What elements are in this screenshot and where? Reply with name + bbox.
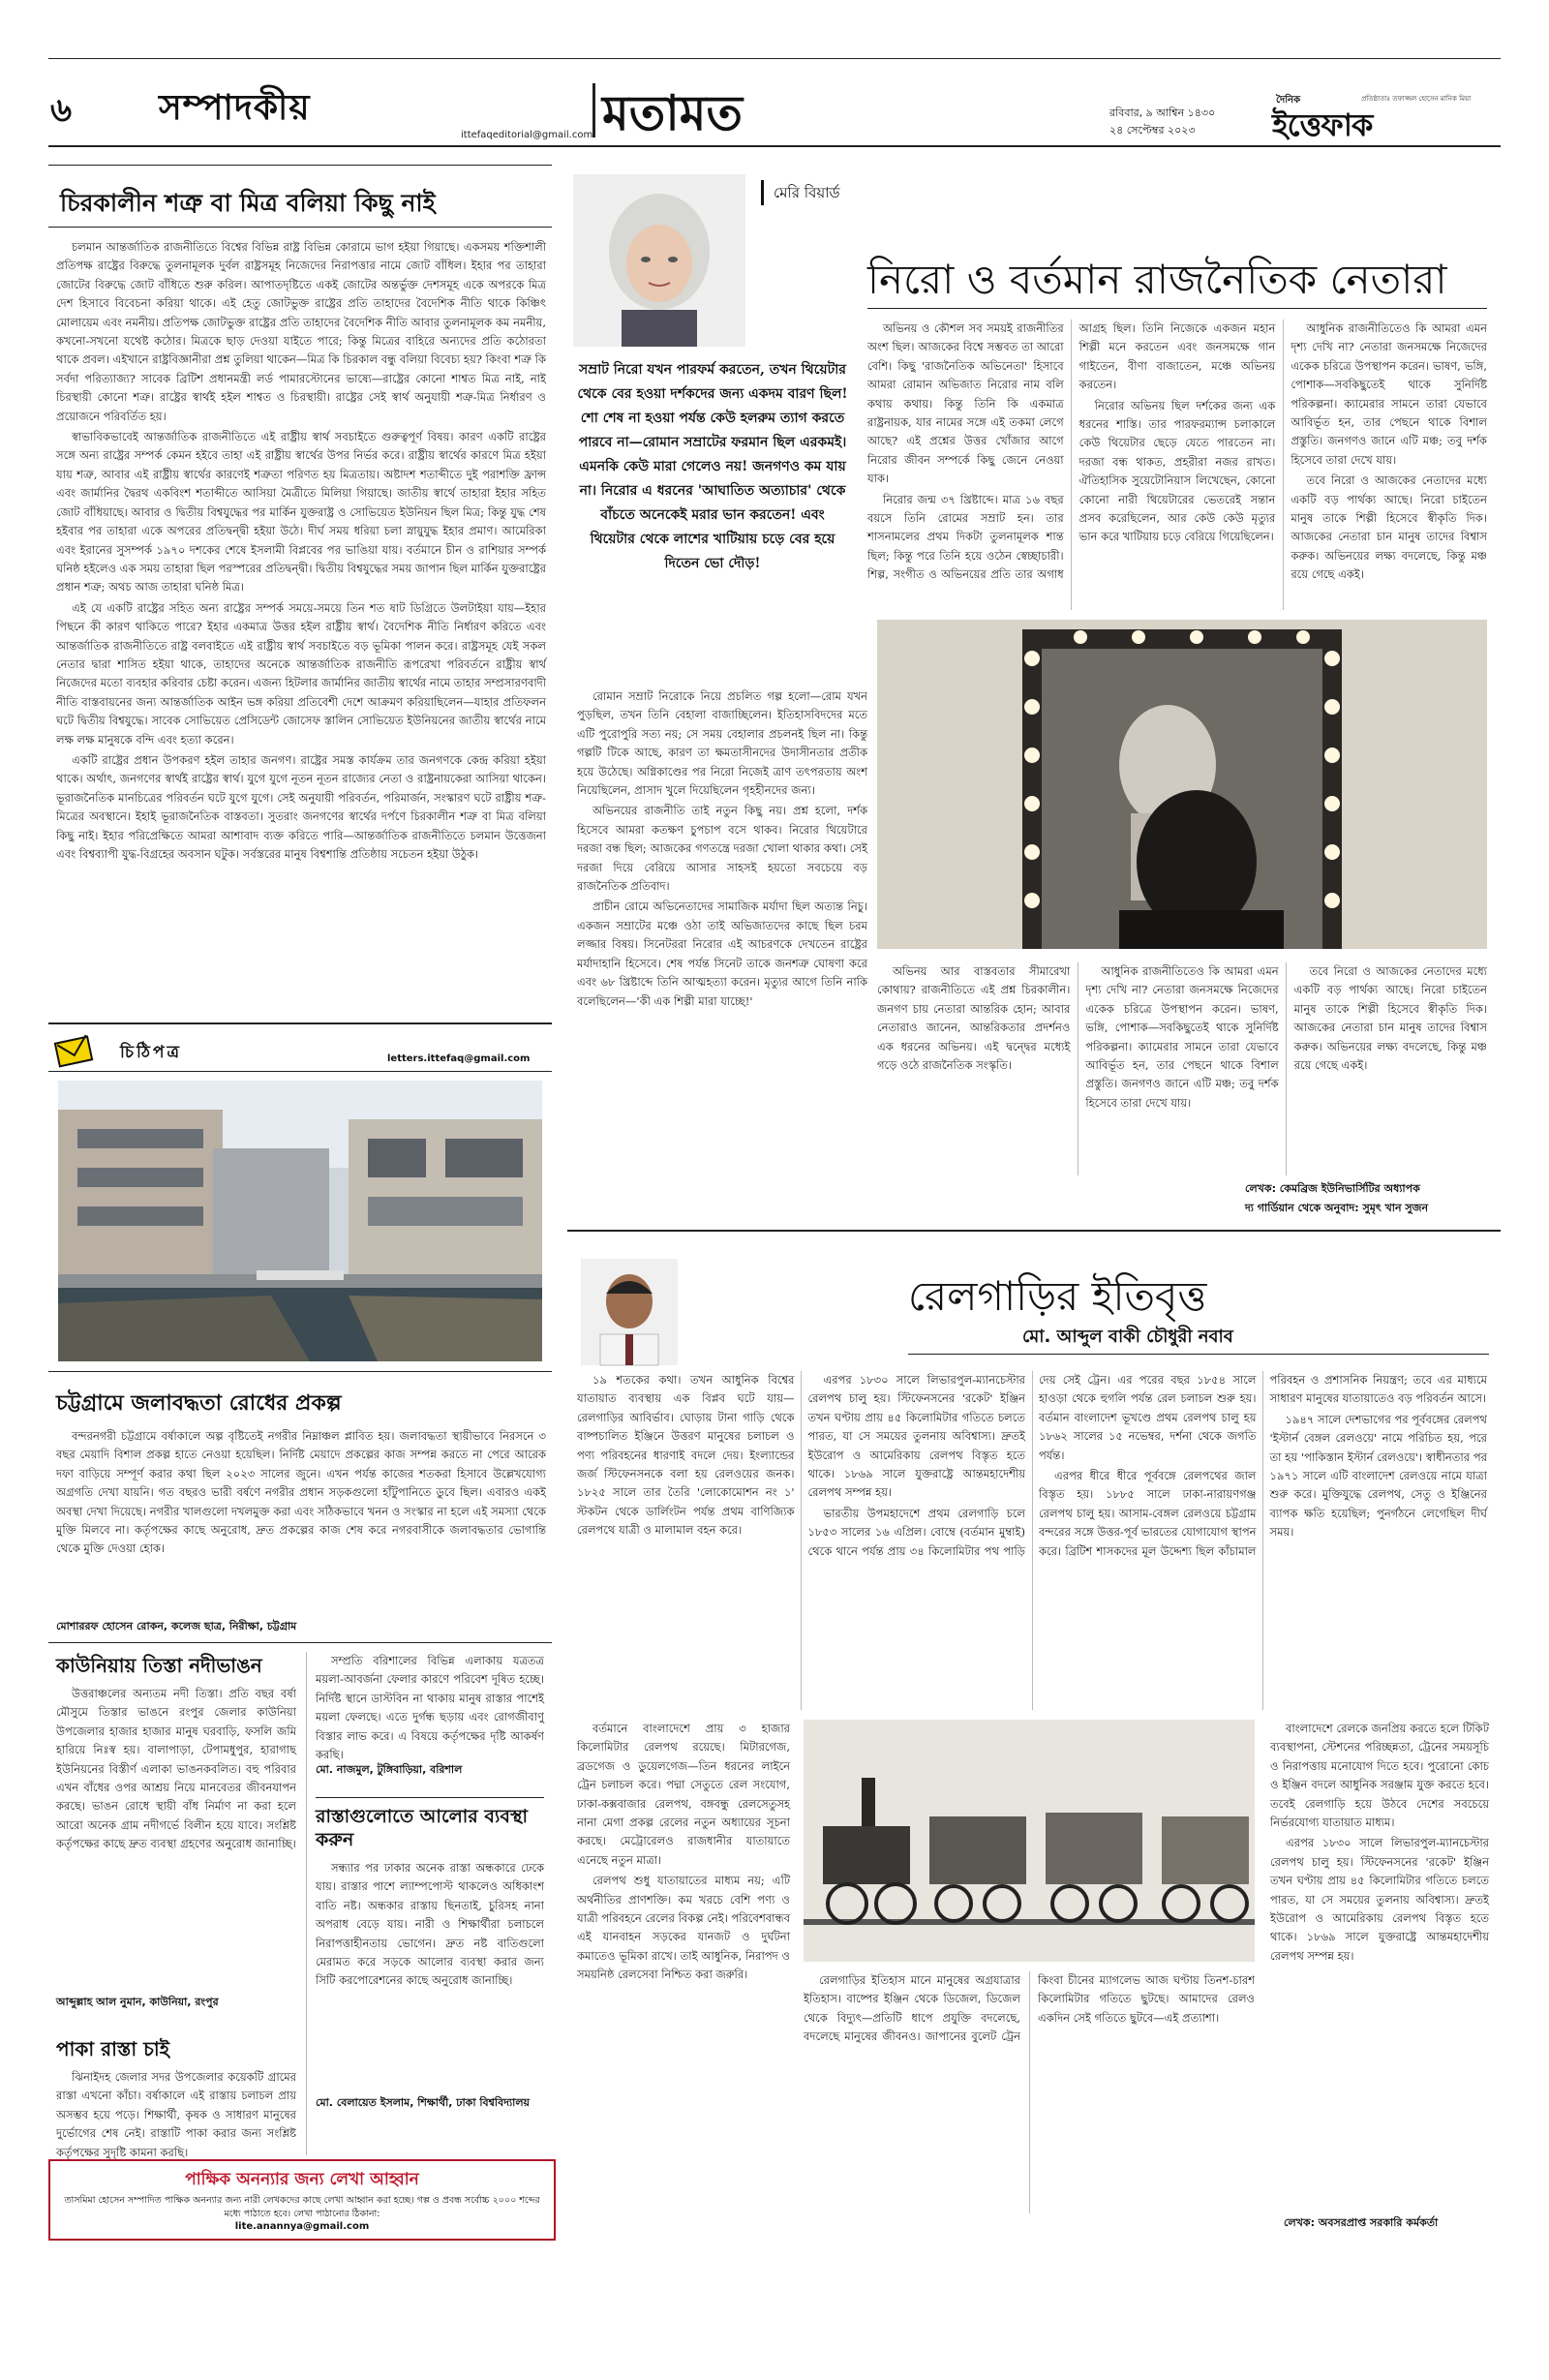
opinion-body-right: [1270, 1720, 1489, 2204]
body-paragraph: ১৯৪৭ সালে দেশভাগের পর পূর্ববঙ্গের রেলপথ 'ইস্টার্ন বেঙ্গল রেলওয়ে' নামে পরিচিত হয়, পরে তা হয় 'পাকিস্তান ইস্টার্ন রেলওয়ে'। স্বাধীনতার পর ১৯৭১ সালে এটি বাংলাদেশ রেলওয়ে নামে যাত্রা শুরু করে। মুক্তিযুদ্ধে রেলপথ, সেতু ও ইঞ্জিনের ব্যাপক ক্ষতি হয়েছিল; পুনর্গঠনে লেগেছিল দীর্ঘ সময়।: [1269, 1412, 1487, 1540]
opinion-headline: রেলগাড়ির ইতিবৃত্ত: [908, 1272, 1207, 1320]
letters-email[interactable]: letters.ittefaq@gmail.com: [387, 1053, 531, 1064]
body-paragraph: তবে নিরো ও আজকের নেতাদের মধ্যে একটি বড় পার্থক্য আছে। নিরো চাইতেন মানুষ তাকে শিল্পী হিসেবে স্বীকৃতি দিক। আজকের নেতারা চান মানুষ তাদের বিশ্বাস করুক। অভিনয়ের লক্ষ্য বদলেছে, কিন্তু মঞ্চ রয়ে গেছে একই।: [1293, 964, 1487, 1073]
masthead: [0, 0, 1549, 145]
body-paragraph: এরপর ধীরে ধীরে পূর্ববঙ্গে রেলপথের জাল বিস্তৃত হয়। ১৮৮৫ সালে ঢাকা-নারায়ণগঞ্জ রেলপথ চালু হয়। আসাম-বেঙ্গল রেলওয়ে চট্টগ্রাম বন্দরের সঙ্গে উত্তর-পূর্ব ভারতের যোগাযোগ স্থাপন করে। ব্রিটিশ শাসকদের মূল উদ্দেশ্য ছিল কাঁচামাল পরিবহন ও প্রশাসনিক নিয়ন্ত্রণ; তবে এর মাধ্যমে সাধারণ মানুষের যাতায়াতেও বড় পরিবর্তন আসে।: [1039, 1373, 1487, 1558]
body-paragraph: রোমান সম্রাট নিরোকে নিয়ে প্রচলিত গল্প হলো—রোম যখন পুড়ছিল, তখন তিনি বেহালা বাজাচ্ছিলেন। ইতিহাসবিদদের মতে এটি পুরোপুরি সত্য নয়; সে সময় বেহালার প্রচলনই ছিল না। কিন্তু গল্পটি টিকে আছে, কারণ তা ক্ষমতাসীনদের উদাসীনতার প্রতীক হয়ে উঠেছে। অগ্নিকাণ্ডের পর নিরো নিজেই ত্রাণ তৎপরতায় অংশ নিয়েছিলেন, প্রাসাদ খুলে দিয়েছিলেন গৃহহীনদের জন্য।: [577, 689, 867, 798]
letter-signature: মোশাররফ হোসেন রোকন, কলেজ ছাত্র, নিরীক্ষা, চট্টগ্রাম: [56, 1620, 297, 1632]
body-paragraph: নিরোর জন্ম ৩৭ খ্রিষ্টাব্দে। মাত্র ১৬ বছর বয়সে তিনি রোমের সম্রাট হন। তার শাসনামলের প্রথম দিকটা তুলনামূলক শান্ত ছিল; কিন্তু পরে তিনি হয়ে ওঠেন স্বেচ্ছাচারী। শিল্প, সংগীত ও অভিনয়ের প্রতি তার অগাধ আগ্রহ ছিল। তিনি নিজেকে একজন মহান শিল্পী মনে করতেন এবং জনসমক্ষে গান গাইতেন, বীণা বাজাতেন, মঞ্চে অভিনয় করতেন।: [867, 321, 1276, 582]
anannya-call-for-writing: [48, 2159, 556, 2241]
body-paragraph: রেলপথ শুধু যাতায়াতের মাধ্যম নয়; এটি অর্থনীতির প্রাণশক্তি। কম খরচে বেশি পণ্য ও যাত্রী পরিবহনে রেলের বিকল্প নেই। পরিবেশবান্ধব এই যানবাহন সড়কের যানজট ও দুর্ঘটনা কমাতেও ভূমিকা রাখে। তাই আধুনিক, নিরাপদ ও সময়নিষ্ঠ রেলসেবা নিশ্চিত করা জরুরি।: [577, 1874, 790, 1982]
logo-text: ইত্তেফাক: [1272, 107, 1373, 143]
author-photo-nobab: [581, 1259, 678, 1365]
opinion-article-nero: [567, 165, 1501, 1239]
opinion-body-top: [867, 320, 1487, 610]
editorial-paragraph: স্বাভাবিকভাবেই আন্তর্জাতিক রাজনীতিতে এই রাষ্ট্রীয় স্বার্থ সবচাইতে গুরুত্বপূর্ণ বিষয়। কারণ একটি রাষ্ট্রের সঙ্গে অন্য রাষ্ট্রের সম্পর্ক কেমন হইবে তাহা এই রাষ্ট্রীয় স্বার্থের উপর নির্ভর করে। রাষ্ট্রীয় স্বার্থের কারণে মিত্র হইয়া যায় শত্রু, আবার এই রাষ্ট্রীয় স্বার্থের কারণেই শত্রুতা পরিণত হয় মিত্রতায়। অষ্টাদশ শতাব্দীতে দুই পরাশক্তি ফ্রান্স এবং জার্মানির দ্বৈরথ একবিংশ শতাব্দীতে আসিয়া মৈত্রীতে মিলিয়া গিয়াছে। জাতীয় স্বার্থে তাহারা ইহার সহিত জোট বাঁধিয়াছে। আবার ও দ্বিতীয় বিশ্বযুদ্ধের পর মার্কিন যুক্তরাষ্ট্র ও সোভিয়েত ইউনিয়ন ছিল মিত্র; কিন্তু যুদ্ধ শেষ হইবার পর তাহারা একে অপরের প্রতিদ্বন্দ্বী হইয়া উঠে। দীর্ঘ সময় ধরিয়া চলা স্নায়ুযুদ্ধ ইহার প্রমাণ। আমেরিকা এবং ইরানের সুসম্পর্ক ১৯৭০ দশকের শেষে ইসলামী বিপ্লবের পর ভাঙিয়া যায়। বর্তমানে চীন ও রাশিয়ার সম্পর্ক ঘনিষ্ঠ হইলেও এক সময় তাহারা ছিল পরস্পরের প্রতিদ্বন্দ্বী। দ্বিতীয় বিশ্বযুদ্ধের সময় জাপান ছিল মার্কিন যুক্তরাষ্ট্রের প্রধান শত্রু; অথচ আজ তাহারা ঘনিষ্ঠ মিত্র।: [56, 430, 546, 595]
editorial-body: [56, 238, 546, 1009]
waterlogging-project-photo: [58, 1081, 542, 1361]
letter-signature: মো. নাজমুল, টুঙ্গিবাড়িয়া, বরিশাল: [316, 1763, 463, 1776]
opinion-body-left: [577, 687, 867, 1172]
letter-body: সন্ধ্যার পর ঢাকার অনেক রাস্তা অন্ধকারে ঢেকে যায়। রাস্তার পাশে ল্যাম্পপোস্ট থাকলেও অধিকাংশ বাতি নষ্ট। অন্ধকার রাস্তায় ছিনতাই, চুরিসহ নানা অপরাধ বেড়ে যায়। নারী ও শিক্ষার্থীরা চলাচলে নিরাপত্তাহীনতায় ভোগেন। দ্রুত নষ্ট বাতিগুলো মেরামত করে সড়কে আলোর ব্যবস্থা করার জন্য সিটি করপোরেশনের কাছে অনুরোধ জানাচ্ছি।: [316, 1861, 544, 1988]
author-name: মেরি বিয়ার্ড: [774, 184, 840, 201]
letters-title: চিঠিপত্র: [120, 1043, 183, 1062]
logo-small-text: দৈনিক: [1276, 95, 1301, 106]
pullquote: সম্রাট নিরো যখন পারফর্ম করতেন, তখন থিয়েটার থেকে বের হওয়া দর্শকদের জন্য একদম বারণ ছিল! শো শেষ না হওয়া পর্যন্ত কেউ হলরুম ত্যাগ করতে পারবে না—রোমান সম্রাটের ফরমান ছিল এরকমই। এমনকি কেউ মারা গেলেও নয়! জনগণও কম যায় না। নিরোর এ ধরনের 'আঘাতিত অত্যাচার' থেকে বাঁচতে অনেকেই মরার ভান করতেন! এবং থিয়েটার থেকে লাশের খাটিয়ায় চড়ে বের হয়ে দিতেন ভো দৌড়!: [577, 362, 848, 571]
logo-tagline: প্রতিষ্ঠাতাঃ তফাজ্জল হোসেন মানিক মিয়া: [1361, 95, 1472, 103]
opinion-article-railway: [567, 1245, 1501, 2239]
letter-body: উত্তরাঞ্চলের অন্যতম নদী তিস্তা। প্রতি বছর বর্ষা মৌসুমে তিস্তার ভাঙনে রংপুর জেলার কাউনিয়া উপজেলার হাজার হাজার মানুষ ঘরবাড়ি, ফসলি জমি হারিয়ে নিঃস্ব হয়। বালাপাড়া, টেপামধুপুর, হারাগাছ ইউনিয়নের বিস্তীর্ণ এলাকা ভাঙনকবলিত। বহু পরিবার এখন বাঁধের ওপর আশ্রয় নিয়ে মানবেতর জীবনযাপন করছে। ভাঙন রোধে স্থায়ী বাঁধ নির্মাণ না করা হলে আরো অনেক গ্রাম নদীগর্ভে বিলীন হয়ে যাবে। সংশ্লিষ্ট কর্তৃপক্ষের কাছে দ্রুত ব্যবস্থা গ্রহণের অনুরোধ জানাচ্ছি।: [56, 1687, 296, 1851]
author-credit: লেখক: অবসরপ্রাপ্ত সরকারি কর্মকর্তা: [1284, 2216, 1439, 2229]
body-paragraph: অভিনয় আর বাস্তবতার সীমারেখা কোথায়? রাজনীতিতে এই প্রশ্ন চিরকালীন। জনগণ চায় নেতারা আন্তরিক হোন; আবার নেতারাও জানেন, আন্তরিকতার প্রদর্শনও এক ধরনের অভিনয়। এই দ্বন্দ্বের মধ্যেই গড়ে ওঠে রাজনৈতিক সংস্কৃতি।: [877, 964, 1071, 1073]
letter-body: বন্দরনগরী চট্টগ্রামে বর্ষাকালে অল্প বৃষ্টিতেই নগরীর নিম্নাঞ্চল প্লাবিত হয়। জলাবদ্ধতা স্থায়ীভাবে নিরসনে ৩ বছর মেয়াদি বিশাল প্রকল্প হাতে নেওয়া হয়েছিল। নির্দিষ্ট মেয়াদে প্রকল্পের কাজ সম্পন্ন করতে না পেরে আরেক দফা বাড়িয়ে সম্পূর্ণ করার কথা ছিল ২০২৩ সালের জুনে। এখন পর্যন্ত কাজের শতকরা হিসাবে উল্লেখযোগ্য অগ্রগতি দেখা যায়নি। গত বছরও ভারী বর্ষণে নগরীর প্রধান সড়কগুলো হাঁটুপানিতে ডুবে ছিল। এবারও একই অবস্থা দেখা দিয়েছে। নগরীর খালগুলো দখলমুক্ত করা এবং সঠিকভাবে খনন ও সংস্কার না হলে এই সমস্যা থেকে মুক্তি মিলবে না। কর্তৃপক্ষের কাছে অনুরোধ, দ্রুত প্রকল্পের কাজ শেষ করে নগরবাসীকে জলাবদ্ধতার ভোগান্তি থেকে মুক্তি দেওয়া হোক।: [56, 1429, 546, 1556]
body-paragraph: অভিনয় ও কৌশল সব সময়ই রাজনীতির অংশ ছিল। আজকের বিশ্বে সম্ভবত তা আরো বেশি। কিছু 'রাজনৈতিক অভিনেতা' হিসাবে আমরা রোমান অভিজাত নিরোর নাম বলি কথায় কথায়। কিন্তু তিনি কি একমাত্র রাষ্ট্রনায়ক, যার নামের সঙ্গে এই তকমা লেগে আছে? এই প্রশ্নের উত্তর খোঁজার আগে নিরোর জীবন সম্পর্কে কিছু জেনে নেওয়া যাক।: [867, 321, 1064, 486]
body-paragraph: আধুনিক রাজনীতিতেও কি আমরা এমন দৃশ্য দেখি না? নেতারা জনসমক্ষে নিজেদের একেক চরিত্রে উপস্থাপন করেন। ভাষণ, ভঙ্গি, পোশাক—সবকিছুতেই থাকে সুনির্দিষ্ট পরিকল্পনা। ক্যামেরার সামনে তারা যেভাবে আবির্ভূত হন, তার পেছনে থাকে বিশাল প্রস্তুতি। জনগণও জানে এটি মঞ্চ; তবু দর্শক হিসেবে তারা দেখে যায়।: [1085, 964, 1279, 1110]
opinion-body-left: [577, 1720, 790, 2204]
opinion-body-middle: [804, 1971, 1255, 2213]
letter-headline: পাকা রাস্তা চাই: [56, 2037, 170, 2060]
editorial-email[interactable]: ittefaqeditorial@gmail.com: [461, 130, 593, 140]
author-byline: মো. আব্দুল বাকী চৌধুরী নবাব: [1022, 1327, 1233, 1347]
date-line-1: রবিবার, ৯ আশ্বিন ১৪৩০: [1109, 107, 1216, 119]
letter-signature: আব্দুল্লাহ আল নুমান, কাউনিয়া, রংপুর: [56, 1996, 219, 2008]
body-paragraph: ভারতীয় উপমহাদেশে প্রথম রেলগাড়ি চলে ১৮৫৩ সালের ১৬ এপ্রিল। বোম্বে (বর্তমান মুম্বাই) থেকে থানে পর্যন্ত প্রায় ৩৪ কিলোমিটার পথ পাড়ি দেয় সেই ট্রেন। এর পরের বছর ১৮৫৪ সালে হাওড়া থেকে হুগলি পর্যন্ত রেল চলাচল শুরু হয়। বর্তমান বাংলাদেশ ভূখণ্ডে প্রথম রেলপথ চালু হয় ১৮৬২ সালের ১৫ নভেম্বর, দর্শনা থেকে জগতি পর্যন্ত।: [807, 1373, 1257, 1558]
author-name-tag: [761, 180, 938, 205]
letter-body: ঝিনাইদহ জেলার সদর উপজেলার কয়েকটি গ্রামের রাস্তা এখনো কাঁচা। বর্ষাকালে এই রাস্তায় চলাচল প্রায় অসম্ভব হয়ে পড়ে। শিক্ষার্থী, কৃষক ও সাধারণ মানুষের দুর্ভোগের শেষ নেই। রাস্তাটি পাকা করার জন্য সংশ্লিষ্ট কর্তৃপক্ষের সুদৃষ্টি কামনা করছি।: [56, 2070, 296, 2159]
body-paragraph: তবে নিরো ও আজকের নেতাদের মধ্যে একটি বড় পার্থক্য আছে। নিরো চাইতেন মানুষ তাকে শিল্পী হিসেবে স্বীকৃতি দিক। আজকের নেতারা চান মানুষ তাদের বিশ্বাস করুক। অভিনয়ের লক্ষ্য বদলেছে, কিন্তু মঞ্চ রয়ে গেছে একই।: [1291, 473, 1487, 582]
letter-headline: চট্টগ্রামে জলাবদ্ধতা রোধের প্রকল্প: [56, 1391, 342, 1416]
body-paragraph: বর্তমানে বাংলাদেশে প্রায় ৩ হাজার কিলোমিটার রেলপথ রয়েছে। মিটারগেজ, ব্রডগেজ ও ডুয়েলগেজ—তিন ধরনের লাইনে ট্রেন চলাচল করে। পদ্মা সেতুতে রেল সংযোগ, ঢাকা-কক্সবাজার রেলপথ, বঙ্গবন্ধু রেলসেতুসহ নানা মেগা প্রকল্প রেলের নতুন অধ্যায়ের সূচনা করছে। মেট্রোরেলও রাজধানীর যাতায়াতে এনেছে নতুন মাত্রা।: [577, 1722, 790, 1867]
editorial-paragraph: চলমান আন্তর্জাতিক রাজনীতিতে বিশ্বের বিভিন্ন রাষ্ট্র বিভিন্ন কোরামে ভাগ হইয়া গিয়াছে। একসময় শক্তিশালী প্রতিপক্ষ রাষ্ট্রের বিরুদ্ধে তুলনামূলক দুর্বল রাষ্ট্রসমূহ নিজেদের নিরাপত্তার নামে জোট বাঁধিল। ইহার পর তাহারা জোটের বিরুদ্ধে জোট বাঁধিতে শুরু করিল। আপাতদৃষ্টিতে একই জোটের অন্তর্ভুক্ত দেশসমূহ একে অপরকে মিত্র দেশ হিসাবে বিবেচনা করিয়া থাকে। এই হেতু জোটভুক্ত রাষ্ট্রের প্রতি তাহাদের বৈদেশিক নীতি থাকে কিঞ্চিৎ মোলায়েম এবং নমনীয়। প্রতিপক্ষ জোটভুক্ত রাষ্ট্রের প্রতি তাহাদের বৈদেশিক নীতি আবার তুলনামূলক কম নমনীয়, কখনো-সখনো যথেষ্ট কঠোর। মিত্রকে ছাড় দেওয়া যাইতে পারে; কিন্তু মিত্রের বাহিরে অন্যদের প্রতি কঠোরতা থাকে প্রবল। এইখানে রাষ্ট্রবিজ্ঞানীরা প্রশ্ন তুলিয়া থাকেন—মিত্র কি চিরকাল বন্ধু বলিয়া বিবেচ্য হয়? কিংবা শত্রু কি সর্বদা পরিত্যাজ্য? সাবেক ব্রিটিশ প্রধানমন্ত্রী লর্ড পামারস্টোনের ভাষ্যে—রাষ্ট্রের কোনো শাশ্বত মিত্র নাই, নাই চিরস্থায়ী কোনো শত্রু। রাষ্ট্রের স্বার্থই হইল শাশ্বত ও চিরস্থায়ী। রাষ্ট্রের সেই স্বার্থ অনুযায়ী শত্রু-মিত্র নির্ধারণ ও প্রয়োজনে পরিবর্তিত হয়।: [56, 240, 546, 423]
body-paragraph: এরপর ১৮৩০ সালে লিভারপুল-ম্যানচেস্টার রেলপথ চালু হয়। স্টিফেনসনের 'রকেট' ইঞ্জিন তখন ঘণ্টায় প্রায় ৪৫ কিলোমিটার গতিতে চলতে পারত, যা সে সময়ের তুলনায় অবিশ্বাস্য। দ্রুতই ইউরোপ ও আমেরিকায় রেলপথ বিস্তৃত হতে থাকে। ১৮৬৯ সালে যুক্তরাষ্ট্রে আন্তমহাদেশীয় রেলপথ সম্পন্ন হয়।: [1270, 1836, 1489, 1963]
section-title-left: সম্পাদকীয়: [159, 87, 311, 128]
mirror-sculpture-photo: [877, 620, 1487, 949]
section-title-center: মতামত: [602, 84, 744, 141]
editorial-headline: চিরকালীন শত্রু বা মিত্র বলিয়া কিছু নাই: [60, 189, 436, 217]
editorial-paragraph: এই যে একটি রাষ্ট্রের সহিত অন্য রাষ্ট্রের সম্পর্ক সময়ে-সময়ে তিন শত ষাট ডিগ্রিতে উলটাইয়া যায়—ইহার পিছনে কী কারণ থাকিতে পারে? ইহার একমাত্র উত্তর হইল রাষ্ট্রীয় স্বার্থ। বৈদেশিক নীতি নির্ধারণ করিতে এবং আন্তর্জাতিক রাজনীতিতে রাষ্ট্র বলবাইতে এই রাষ্ট্রীয় স্বার্থ সবচাইতে বড় ভূমিকা পালন করে। রাষ্ট্রসমূহ যেই সকল নেতার দ্বারা শাসিত হইয়া থাকে, তাহাদের অনেকে আন্তর্জাতিক রাজনীতি রূপরেখা পরিবর্তনে রাষ্ট্রীয় স্বার্থ নিজেদের মতো ব্যবহার করিবার চেষ্টা করেন। এজন্য হিটলার জার্মানির জাতীয় স্বার্থের নামে তাহার সম্প্রসারণবাদী নীতি বাস্তবায়নের জন্য আন্তর্জাতিক আইন ভঙ্গ করিয়া প্রতিবেশী দেশে আক্রমণ করিয়াছিলেন—যাহার প্রতিফলন ঘটে দ্বিতীয় বিশ্বযুদ্ধে। সাবেক সোভিয়েত প্রেসিডেন্ট জোসেফ স্তালিন সোভিয়েত ইউনিয়নের জাতীয় স্বার্থের নামে লক্ষ লক্ষ মানুষকে বন্দি এবং হত্যা করেন।: [56, 600, 546, 747]
body-paragraph: বাংলাদেশে রেলকে জনপ্রিয় করতে হলে টিকিট ব্যবস্থাপনা, স্টেশনের পরিচ্ছন্নতা, ট্রেনের সময়সূচি ও নিরাপত্তায় মনোযোগ দিতে হবে। পুরোনো কোচ ও ইঞ্জিন বদলে আধুনিক সরঞ্জাম যুক্ত করতে হবে। তবেই রেলগাড়ি হয়ে উঠবে দেশের সবচেয়ে নির্ভরযোগ্য যাতায়াত মাধ্যম।: [1270, 1722, 1489, 1830]
ad-email[interactable]: lite.anannya@gmail.com: [234, 2221, 370, 2232]
opinion-body-bottom: [877, 962, 1487, 1175]
editorial: [48, 165, 552, 1017]
letter-signature: মো. বেলায়েত ইসলাম, শিক্ষার্থী, ঢাকা বিশ্ববিদ্যালয়: [316, 2096, 531, 2109]
body-paragraph: আধুনিক রাজনীতিতেও কি আমরা এমন দৃশ্য দেখি না? নেতারা জনসমক্ষে নিজেদের একেক চরিত্রে উপস্থাপন করেন। ভাষণ, ভঙ্গি, পোশাক—সবকিছুতেই থাকে সুনির্দিষ্ট পরিকল্পনা। ক্যামেরার সামনে তারা যেভাবে আবির্ভূত হন, তার পেছনে থাকে বিশাল প্রস্তুতি। জনগণও জানে এটি মঞ্চ; তবু দর্শক হিসেবে তারা দেখে যায়।: [1291, 321, 1487, 467]
letters-section: [48, 1022, 552, 2281]
body-paragraph: নিরোর অভিনয় ছিল দর্শকের জন্য এক ধরনের শাস্তি। তার পারফরম্যান্স চলাকালে কেউ থিয়েটার ছেড়ে যেতে পারতেন না। দরজা বন্ধ থাকত, প্রহরীরা নজর রাখত। ঐতিহাসিক সুয়েটোনিয়াস লিখেছেন, কোনো কোনো নারী থিয়েটারের ভেতরেই সন্তান প্রসব করেছিলেন, আর কেউ কেউ মৃত্যুর ভান করে খাটিয়ায় চড়ে বেরিয়ে গিয়েছিলেন।: [1078, 398, 1276, 544]
author-credit: লেখক: কেমব্রিজ ইউনিভার্সিটির অধ্যাপক: [1245, 1182, 1420, 1195]
author-photo-mary-beard: [573, 174, 745, 347]
ad-title: পাক্ষিক অনন্যার জন্য লেখা আহ্বান: [185, 2170, 419, 2189]
ad-body: তাসমিমা হোসেন সম্পাদিত পাক্ষিক অনন্যার জন্য নারী লেখকদের কাছে লেখা আহ্বান করা হচ্ছে। গল্প ও প্রবন্ধ সর্বোচ্চ ২০০০ শব্দের মধ্যে পাঠাতে হবে। লেখা পাঠানোর ঠিকানা:: [64, 2195, 540, 2219]
translation-credit: দ্য গার্ডিয়ান থেকে অনুবাদ: সুমৃৎ খান সুজন: [1245, 1202, 1429, 1214]
date-line-2: ২৪ সেপ্টেম্বর ২০২৩: [1109, 124, 1196, 137]
letter-body: সম্প্রতি বরিশালের বিভিন্ন এলাকায় যত্রতত্র ময়লা-আবর্জনা ফেলার কারণে পরিবেশ দূষিত হচ্ছে। নির্দিষ্ট স্থানে ডাস্টবিন না থাকায় মানুষ রাস্তার পাশেই ময়লা ফেলছে। এতে দুর্গন্ধ ছড়ায় এবং রোগজীবাণু বিস্তার লাভ করে। এ বিষয়ে কর্তৃপক্ষের দৃষ্টি আকর্ষণ করছি।: [316, 1654, 544, 1762]
letter-headline: কাউনিয়ায় তিস্তা নদীভাঙন: [56, 1654, 262, 1677]
body-paragraph: অভিনয়ের রাজনীতি তাই নতুন কিছু নয়। প্রশ্ন হলো, দর্শক হিসেবে আমরা কতক্ষণ চুপচাপ বসে থাকব। নিরোর থিয়েটারে দরজা বন্ধ ছিল; আজকের গণতন্ত্রে দরজা খোলা থাকার কথা। সেই দরজা দিয়ে বেরিয়ে আসার সাহসই হয়তো সবচেয়ে বড় রাজনৈতিক প্রতিবাদ।: [577, 804, 867, 894]
body-paragraph: প্রাচীন রোমে অভিনেতাদের সামাজিক মর্যাদা ছিল অত্যন্ত নিচু। একজন সম্রাটের মঞ্চে ওঠা তাই অভিজাতদের কাছে ছিল চরম লজ্জার বিষয়। সিনেটররা নিরোর এই আচরণকে দেখতেন রাষ্ট্রের মর্যাদাহানি হিসেবে। শেষ পর্যন্ত সিনেট তাকে জনশত্রু ঘোষণা করে এবং ৬৮ খ্রিষ্টাব্দে তিনি আত্মহত্যা করেন। মৃত্যুর আগে তিনি নাকি বলেছিলেন—'কী এক শিল্পী মারা যাচ্ছে!': [577, 900, 867, 1008]
opinion-body-top: [577, 1371, 1487, 1710]
editorial-paragraph: একটি রাষ্ট্রের প্রধান উপকরণ হইল তাহার জনগণ। রাষ্ট্রের সমস্ত কার্যক্রম তার জনগণকে কেন্দ্র করিয়া হইয়া থাকে। অর্থাৎ, জনগণের স্বার্থই রাষ্ট্রের স্বার্থ। যুগে যুগে নূতন নূতন রাজ্যের নেতা ও রাষ্ট্রনায়কেরা আসিয়া থাকেন। ভূরাজনৈতিক মানচিত্রের পরিবর্তন ঘটে যুগে যুগে। সেই অনুযায়ী পরিবর্তন, পরিমার্জন, সংস্কারণ ঘটে রাষ্ট্রীয় শত্রু-মিত্রের অবস্থানে। ইহাই ভূরাজনৈতিক বাস্তবতা। সুতরাং জনগণের স্বার্থের দর্পণে চিরকালীন শত্রু বা মিত্র বলিয়া কিছু নাই। ইহার পরিপ্রেক্ষিতে আমরা আশাবাদ ব্যক্ত করিতে পারি—আন্তর্জাতিক রাজনীতিতে চলমান উত্তেজনা এবং বিশ্বব্যাপী যুদ্ধ-বিগ্রহের অবসান ঘটুক। সর্বস্তরের মানুষ বিশ্বশান্তি প্রতিষ্ঠায় সচেতন হইয়া উঠুক।: [56, 752, 546, 861]
envelope-icon: [54, 1032, 97, 1067]
letter-headline: রাস্তাগুলোতে আলোর ব্যবস্থা করুন: [316, 1806, 529, 1850]
page-number: ৬: [50, 91, 73, 130]
newspaper-logo: [1272, 93, 1501, 143]
early-steam-train-photo: [804, 1720, 1255, 1962]
opinion-headline: নিরো ও বর্তমান রাজনৈতিক নেতারা: [867, 256, 1447, 303]
body-paragraph: ১৯ শতকের কথা। তখন আধুনিক বিশ্বের যাতায়াত ব্যবস্থায় এক বিপ্লব ঘটে যায়—রেলগাড়ির আবির্ভাব। ঘোড়ায় টানা গাড়ি থেকে বাষ্পচালিত ইঞ্জিনে উত্তরণ মানুষের চলাচল ও পণ্য পরিবহনের ধারণাই বদলে দেয়। ইংল্যান্ডের জর্জ স্টিফেনসনকে বলা হয় রেলওয়ের জনক। ১৮২৫ সালে তার তৈরি 'লোকোমোশন নং ১' স্টকটন থেকে ডার্লিংটন পর্যন্ত প্রথম বাণিজ্যিক রেলপথে যাত্রী ও মালামাল বহন করে।: [577, 1373, 795, 1538]
body-paragraph: রেলগাড়ির ইতিহাস মানে মানুষের অগ্রযাত্রার ইতিহাস। বাষ্পের ইঞ্জিন থেকে ডিজেল, ডিজেল থেকে বিদ্যুৎ—প্রতিটি ধাপে প্রযুক্তি বদলেছে, বদলেছে মানুষের জীবনও। জাপানের বুলেট ট্রেন কিংবা চীনের ম্যাগলেভ আজ ঘণ্টায় তিনশ-চারশ কিলোমিটার গতিতে ছুটছে। আমাদের রেলও একদিন সেই গতিতে ছুটবে—এই প্রত্যাশা।: [804, 1973, 1255, 2044]
body-paragraph: এরপর ১৮৩০ সালে লিভারপুল-ম্যানচেস্টার রেলপথ চালু হয়। স্টিফেনসনের 'রকেট' ইঞ্জিন তখন ঘণ্টায় প্রায় ৪৫ কিলোমিটার গতিতে চলতে পারত, যা সে সময়ের তুলনায় অবিশ্বাস্য। দ্রুতই ইউরোপ ও আমেরিকায় রেলপথ বিস্তৃত হতে থাকে। ১৮৬৯ সালে যুক্তরাষ্ট্রে আন্তমহাদেশীয় রেলপথ সম্পন্ন হয়।: [807, 1373, 1025, 1500]
